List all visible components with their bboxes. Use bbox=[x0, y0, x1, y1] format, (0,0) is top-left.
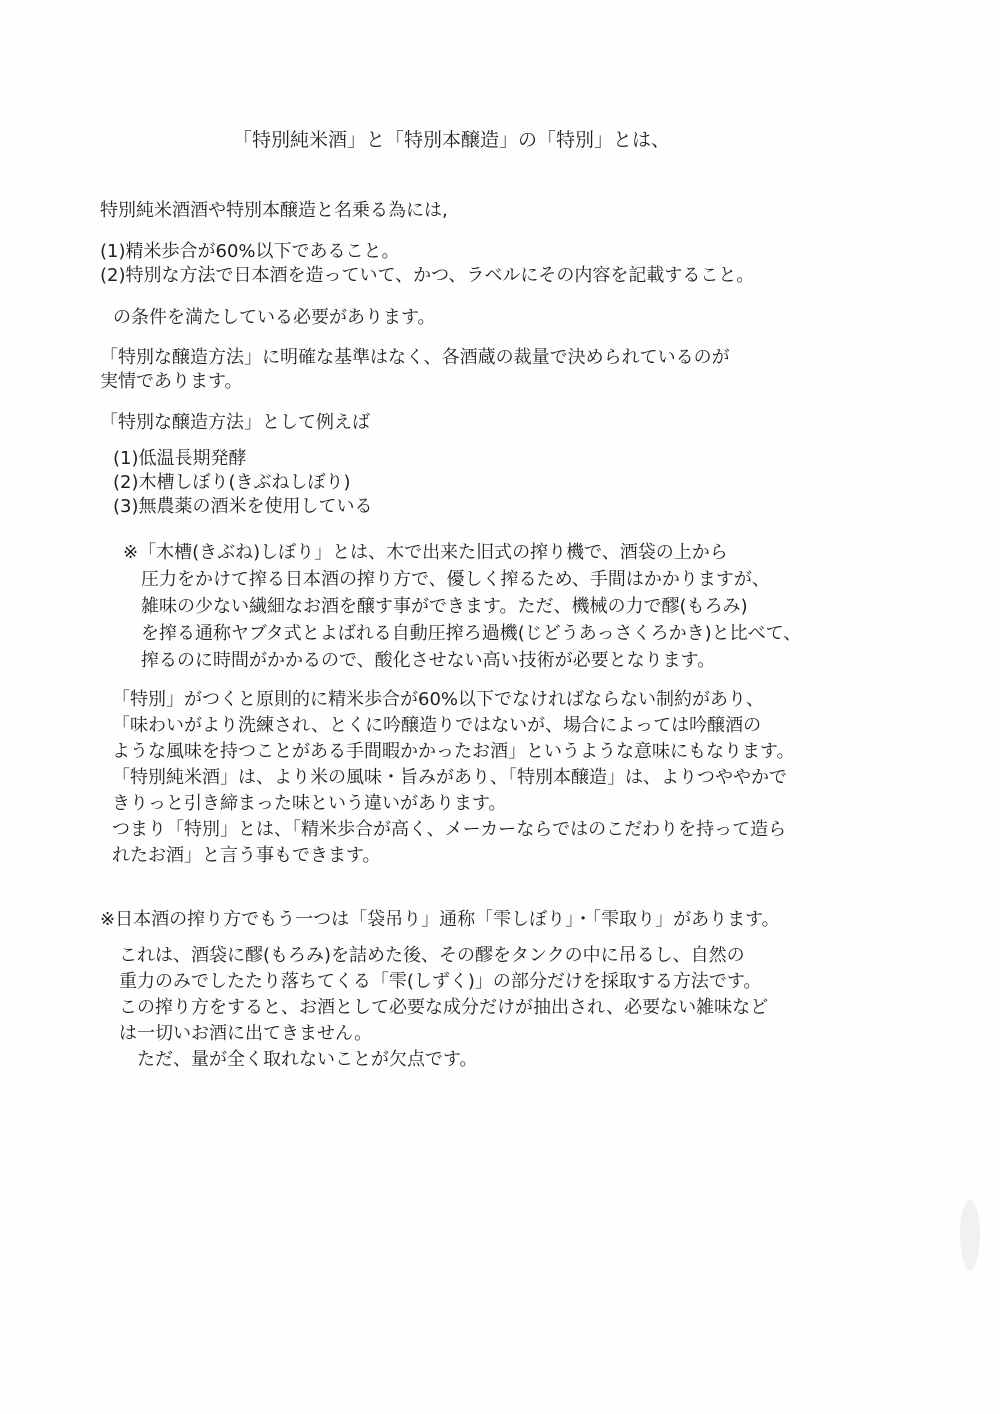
scan-smudge bbox=[960, 1200, 980, 1270]
kibune-note-line-4: を搾る通称ヤブタ式とよばれる自動圧搾ろ過機(じどうあっさくろかき)と比べて、 bbox=[141, 623, 802, 644]
kibune-note-line-2: 圧力をかけて搾る日本酒の搾り方で、優しく搾るため、手間はかかりますが、 bbox=[141, 569, 770, 590]
meaning-line-5: きりっと引き締まった味という違いがあります。 bbox=[112, 793, 507, 814]
meaning-line-6: つまり「特別」とは、「精米歩合が高く、メーカーならではのこだわりを持って造ら bbox=[112, 819, 787, 840]
condition-2: (2)特別な方法で日本酒を造っていて、かつ、ラベルにその内容を記載すること。 bbox=[100, 265, 755, 286]
example-2: (2)木槽しぼり(きぶねしぼり) bbox=[113, 472, 351, 493]
meaning-line-4: 「特別純米酒」は、より米の風味・旨みがあり、「特別本醸造」は、よりつややかで bbox=[112, 767, 787, 788]
intro-line: 特別純米酒酒や特別本醸造と名乗る為には, bbox=[100, 200, 448, 221]
kibune-note-line-5: 搾るのに時間がかかるので、酸化させない高い技術が必要となります。 bbox=[141, 650, 716, 671]
kibune-note-line-1: ※「木槽(きぶね)しぼり」とは、木で出来た旧式の搾り機で、酒袋の上から bbox=[123, 542, 728, 563]
method-note-line-2: 実情であります。 bbox=[100, 371, 243, 392]
meaning-line-1: 「特別」がつくと原則的に精米歩合が60%以下でなければならない制約があり、 bbox=[112, 689, 765, 710]
fukuro-line-4: は一切いお酒に出てきません。 bbox=[119, 1023, 373, 1044]
method-note-line-1: 「特別な醸造方法」に明確な基準はなく、各酒蔵の裁量で決められているのが bbox=[100, 347, 730, 368]
fukuro-line-1: これは、酒袋に醪(もろみ)を詰めた後、その醪をタンクの中に吊るし、自然の bbox=[119, 945, 745, 966]
meaning-line-7: れたお酒」と言う事もできます。 bbox=[112, 845, 381, 866]
fukuro-line-5: ただ、量が全く取れないことが欠点です。 bbox=[137, 1049, 478, 1070]
meaning-line-3: ような風味を持つことがある手間暇かかったお酒」というような意味にもなります。 bbox=[112, 741, 795, 762]
condition-1: (1)精米歩合が60%以下であること。 bbox=[100, 241, 400, 262]
example-3: (3)無農薬の酒米を使用している bbox=[113, 496, 373, 517]
document-title: 「特別純米酒」と「特別本醸造」の「特別」とは、 bbox=[233, 129, 671, 151]
kibune-note-line-3: 雑味の少ない繊細なお酒を醸す事ができます。ただ、機械の力で醪(もろみ) bbox=[141, 596, 748, 617]
meaning-line-2: 「味わいがより洗練され、とくに吟醸造りではないが、場合によっては吟醸酒の bbox=[112, 715, 762, 736]
fukuro-line-2: 重力のみでしたたり落ちてくる「雫(しずく)」の部分だけを採取する方法です。 bbox=[119, 971, 762, 992]
conditions-note: の条件を満たしている必要があります。 bbox=[113, 307, 436, 328]
example-1: (1)低温長期発酵 bbox=[113, 448, 247, 469]
fukuro-heading: ※日本酒の搾り方でもう一つは「袋吊り」通称「雫しぼり」・「雫取り」があります。 bbox=[100, 909, 780, 930]
fukuro-line-3: この搾り方をすると、お酒として必要な成分だけが抽出され、必要ない雑味など bbox=[119, 997, 769, 1018]
examples-heading: 「特別な醸造方法」として例えば bbox=[100, 412, 370, 433]
